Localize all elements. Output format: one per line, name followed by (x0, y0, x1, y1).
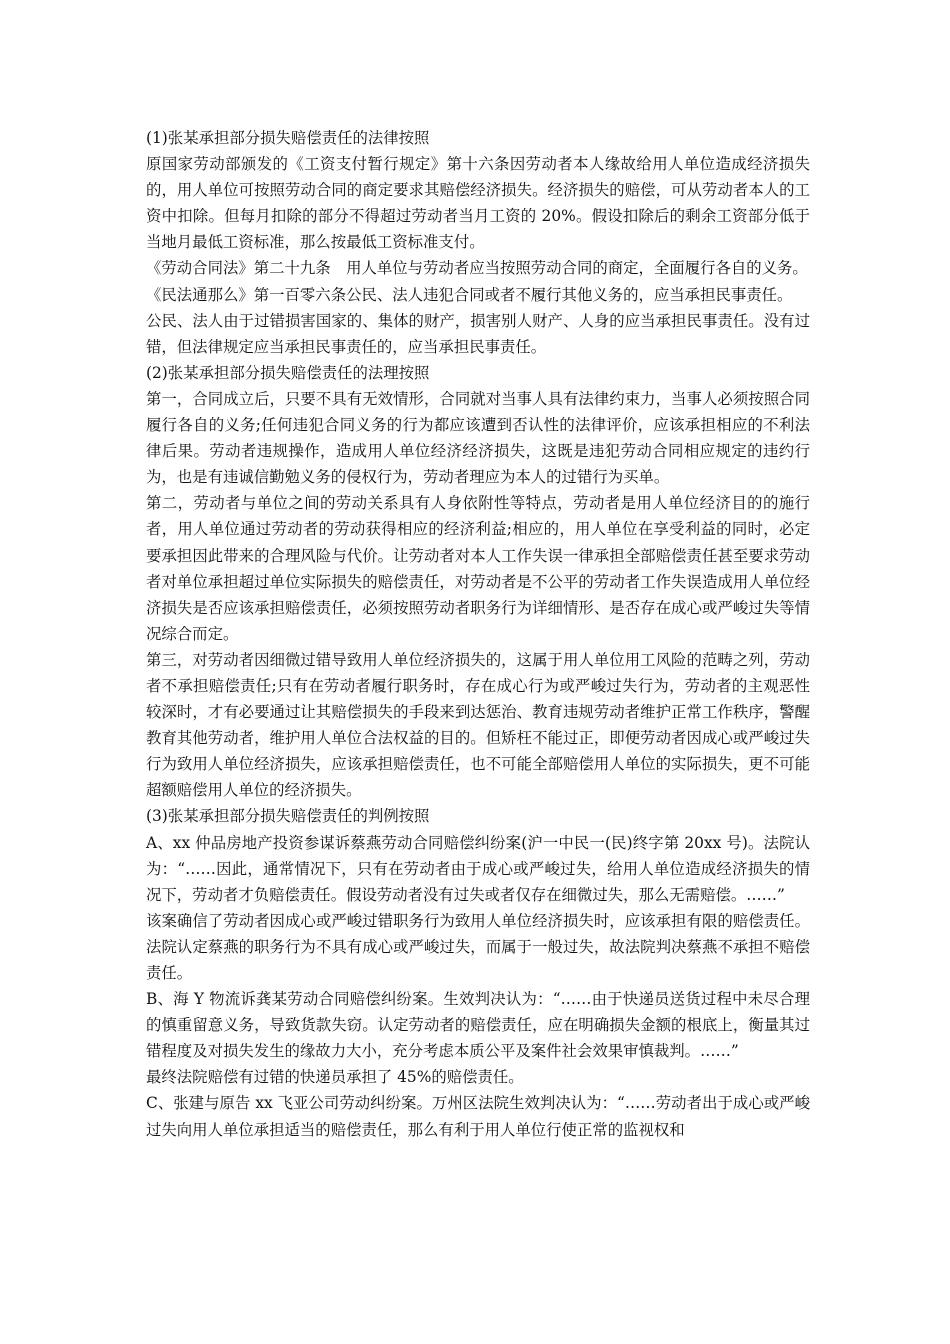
paragraph-labor-contract-law: 《劳动合同法》第二十九条 用人单位与劳动者应当按照劳动合同的商定，全面履行各自的义务。 (146, 259, 808, 278)
heading-case-basis: (3)张某承担部分损失赔偿责任的判例按照 (146, 807, 430, 826)
paragraph-case-c: C、张建与原告 xx 飞亚公司劳动纠纷案。万州区法院生效判决认为：“……劳动者出于成心或严峻过失向用人单位承担适当的赔偿责任，那么有利于用人单位行使正常的监视权和 (146, 1094, 810, 1139)
paragraph-case-a: A、xx 仲品房地产投资参谋诉蔡燕劳动合同赔偿纠纷案(沪一中民一(民)终字第 20xx 号)。法院认为：“……因此，通常情况下，只有在劳动者由于成心或严峻过失，给用人单位造成经济损失的情况下，劳动者才负赔偿责任。假设劳动者没有过失或者仅存在细微过失，那么无需赔偿。……” (146, 833, 810, 904)
paragraph-wage-regulation: 原国家劳动部颁发的《工资支付暂行规定》第十六条因劳动者本人缘故给用人单位造成经济损失的，用人单位可按照劳动合同的商定要求其赔偿经济损失。经济损失的赔偿，可从劳动者本人的工资中扣除。但每月扣除的部分不得超过劳动者当月工资的 20%。假设扣除后的剩余工资部分低于当地月最低工资标准，那么按最低工资标准支付。 (146, 155, 810, 252)
paragraph-case-a-comment: 该案确信了劳动者因成心或严峻过错职务行为致用人单位经济损失时，应该承担有限的赔偿责任。法院认定蔡燕的职务行为不具有成心或严峻过失，而属于一般过失，故法院判决蔡燕不承担不赔偿责任。 (146, 911, 810, 982)
paragraph-third-point: 第三，对劳动者因细微过错导致用人单位经济损失的，这属于用人单位用工风险的范畴之列，劳动者不承担赔偿责任;只有在劳动者履行职务时，存在成心行为或严峻过失行为，劳动者的主观恶性较深时，才有必要通过让其赔偿损失的手段来到达惩治、教育违规劳动者维护正常工作秩序，警醒教育其他劳动者，维护用人单位合法权益的目的。但矫枉不能过正，即便劳动者因成心或严峻过失行为致用人单位经济损失，应该承担赔偿责任，也不可能全部赔偿用人单位的实际损失，更不可能超额赔偿用人单位的经济损失。 (146, 650, 810, 800)
paragraph-case-b-result: 最终法院赔偿有过错的快递员承担了 45%的赔偿责任。 (146, 1068, 524, 1087)
paragraph-civil-liability: 公民、法人由于过错损害国家的、集体的财产，损害别人财产、人身的应当承担民事责任。没有过错，但法律规定应当承担民事责任的，应当承担民事责任。 (146, 311, 810, 356)
paragraph-case-b: B、海 Y 物流诉龚某劳动合同赔偿纠纷案。生效判决认为：“……由于快递员送货过程中未尽合理的慎重留意义务，导致货款失窃。认定劳动者的赔偿责任，应在明确损失金额的根底上，衡量其过错程度及对损失发生的缘故力大小，充分考虑本质公平及案件社会效果审慎裁判。……” (146, 990, 810, 1061)
paragraph-civil-law-106: 《民法通那么》第一百零六条公民、法人违犯合同或者不履行其他义务的，应当承担民事责任。 (146, 285, 793, 304)
heading-legal-basis: (1)张某承担部分损失赔偿责任的法律按照 (146, 129, 430, 147)
paragraph-second-point: 第二，劳动者与单位之间的劳动关系具有人身依附性等特点，劳动者是用人单位经济目的的施行者，用人单位通过劳动者的劳动获得相应的经济利益;相应的，用人单位在享受利益的同时，必定要承担因此带来的合理风险与代价。让劳动者对本人工作失误一律承担全部赔偿责任甚至要求劳动者对单位承担超过单位实际损失的赔偿责任，对劳动者是不公平的劳动者工作失误造成用人单位经济损失是否应该承担赔偿责任，必须按照劳动者职务行为详细情形、是否存在成心或严峻过失等情况综合而定。 (146, 494, 810, 643)
heading-jurisprudential-basis: (2)张某承担部分损失赔偿责任的法理按照 (146, 363, 430, 382)
document-body (146, 125, 810, 1143)
paragraph-first-point: 第一，合同成立后，只要不具有无效情形，合同就对当事人具有法律约束力，当事人必须按照合同履行各自的义务;任何违犯合同义务的行为都应该遭到否认性的法律评价，应该承担相应的不利法律后果。劳动者违规操作，造成用人单位经济经济损失，这既是违犯劳动合同相应规定的违约行为，也是有违诚信勤勉义务的侵权行为，劳动者理应为本人的过错行为买单。 (146, 389, 810, 487)
